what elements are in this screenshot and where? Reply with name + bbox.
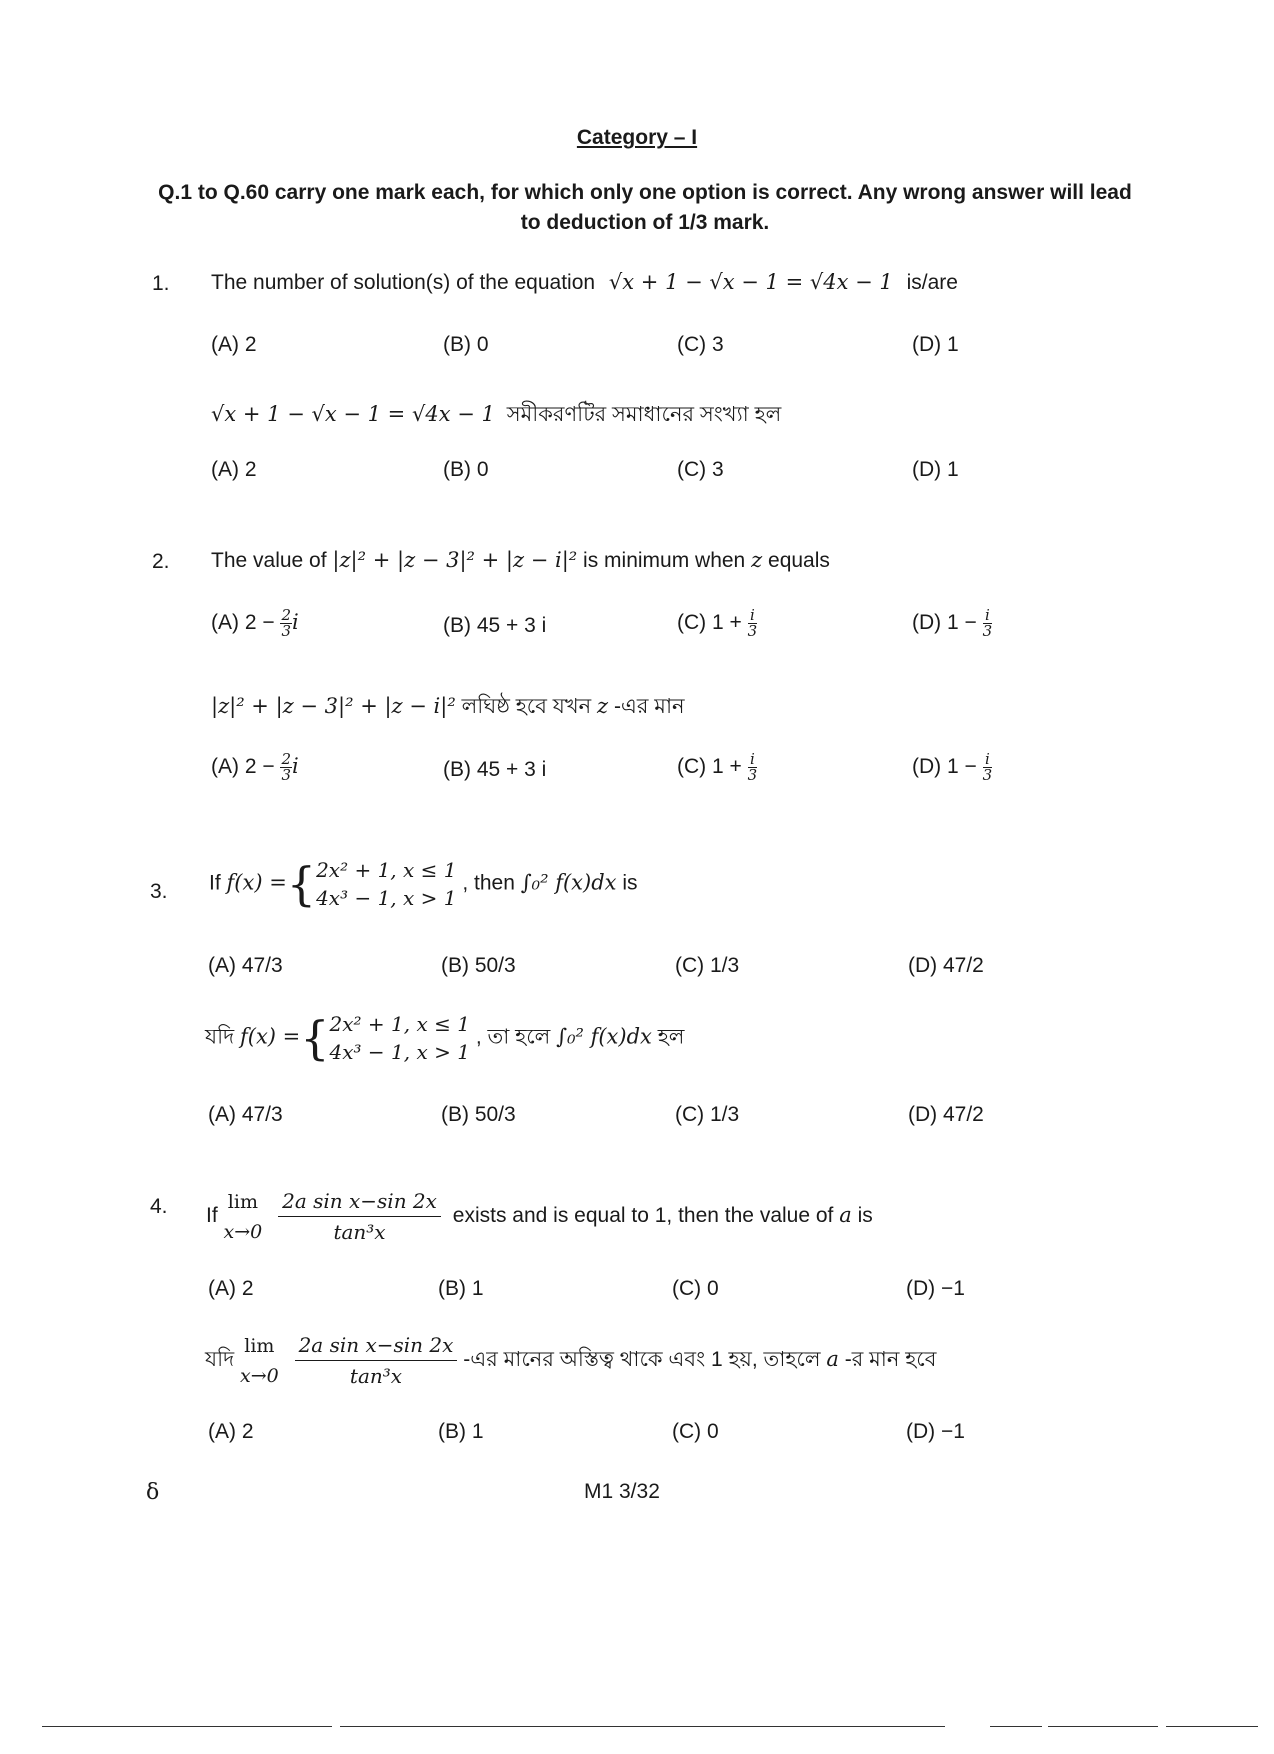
q4-en-option-a[interactable]: (A) 2 (208, 1277, 254, 1300)
q1-en-option-a[interactable]: (A) 2 (211, 333, 257, 356)
scan-rule (340, 1726, 945, 1727)
q2-bn-option-d[interactable]: (D) 1 − $\frac{i}{3}$ (912, 750, 993, 784)
q2-en-option-b[interactable]: (B) 45 + 3 i (443, 614, 547, 637)
question-3-integral: ∫₀² f(x)dx (520, 870, 617, 895)
question-2-number: 2. (152, 550, 170, 573)
q3-en-option-b[interactable]: (B) 50/3 (441, 954, 516, 977)
q1-en-option-c[interactable]: (C) 3 (677, 333, 724, 356)
page-number: M1 3/32 (584, 1480, 660, 1503)
q3-bn-option-a[interactable]: (A) 47/3 (208, 1103, 283, 1126)
q3-en-option-c[interactable]: (C) 1/3 (675, 954, 740, 977)
q2-en-option-d[interactable]: (D) 1 − $\frac{i}{3}$ (912, 606, 993, 640)
question-3-number: 3. (150, 880, 168, 903)
question-1-equation: √x + 1 − √x − 1 = √4x − 1 (608, 270, 893, 294)
question-1-number: 1. (152, 272, 170, 295)
q2-bn-option-b[interactable]: (B) 45 + 3 i (443, 758, 547, 781)
q2-bn-option-a[interactable]: (A) 2 − $\frac{2}{3}$ i (211, 750, 299, 784)
q1-bn-option-b[interactable]: (B) 0 (443, 458, 489, 481)
q3-en-option-a[interactable]: (A) 47/3 (208, 954, 283, 977)
q4-bn-option-d[interactable]: (D) −1 (906, 1420, 965, 1443)
question-4-number: 4. (150, 1195, 168, 1218)
q2-en-option-a[interactable]: (A) 2 − $\frac{2}{3}$ i (211, 606, 299, 640)
q4-bn-option-b[interactable]: (B) 1 (438, 1420, 484, 1443)
scan-rule (1166, 1726, 1258, 1727)
question-1-bengali: √x + 1 − √x − 1 = √4x − 1 সমীকরণটির সমাধানের সংখ্যা হল (211, 402, 782, 426)
q4-en-option-d[interactable]: (D) −1 (906, 1277, 965, 1300)
q1-en-option-b[interactable]: (B) 0 (443, 333, 489, 356)
question-4-english: If lim x→0 $\frac{\text{2a sin x−sin 2x}}{\text{tan³x}}$ exists and is equal to 1, then the value of a is (206, 1186, 873, 1247)
scan-rule (1048, 1726, 1158, 1727)
q3-bn-option-b[interactable]: (B) 50/3 (441, 1103, 516, 1126)
q1-en-option-d[interactable]: (D) 1 (912, 333, 959, 356)
q1-bn-option-d[interactable]: (D) 1 (912, 458, 959, 481)
scan-rule (42, 1726, 332, 1727)
category-heading: Category – I (576, 126, 698, 149)
instruction-text: Q.1 to Q.60 carry one mark each, for which only one option is correct. Any wrong answer will lead to deduction of 1/3 mark. (158, 181, 1132, 234)
q3-bn-option-d[interactable]: (D) 47/2 (908, 1103, 984, 1126)
q4-bn-option-a[interactable]: (A) 2 (208, 1420, 254, 1443)
question-2-english: The value of |z|² + |z − 3|² + |z − i|² is minimum when z equals (211, 548, 830, 572)
question-2-expression: |z|² + |z − 3|² + |z − i|² (332, 548, 578, 572)
q4-limit: lim x→0 (223, 1190, 263, 1243)
q3-bn-option-c[interactable]: (C) 1/3 (675, 1103, 740, 1126)
q1-bn-option-c[interactable]: (C) 3 (677, 458, 724, 481)
q2-en-option-c[interactable]: (C) 1 + $\frac{i}{3}$ (677, 606, 758, 640)
question-1-english: The number of solution(s) of the equation √x + 1 − √x − 1 = √4x − 1 is/are (211, 270, 958, 294)
q3-en-option-d[interactable]: (D) 47/2 (908, 954, 984, 977)
q2-bn-option-c[interactable]: (C) 1 + $\frac{i}{3}$ (677, 750, 758, 784)
question-4-bengali: যদি lim x→0 $\frac{\text{2a sin x−sin 2x}}{\text{tan³x}}$ -এর মানের অস্তিত্ব থাকে এবং 1 হয়, তাহলে a -র মান হবে (205, 1330, 936, 1391)
scan-rule (990, 1726, 1042, 1727)
q4-fraction: $\frac{\text{2a sin x−sin 2x}}{\text{tan³x}}$ (278, 1186, 441, 1247)
footer-mark: δ (146, 1480, 160, 1505)
question-3-bengali: যদি f(x) ={ 2x² + 1, x ≤ 1 4x³ − 1, x > 1 , তা হলে ∫₀² f(x)dx হল (205, 1011, 685, 1065)
question-3-english: If f(x) ={ 2x² + 1, x ≤ 1 4x³ − 1, x > 1 , then ∫₀² f(x)dx is (209, 857, 638, 911)
q4-en-option-c[interactable]: (C) 0 (672, 1277, 719, 1300)
q4-en-option-b[interactable]: (B) 1 (438, 1277, 484, 1300)
q1-bn-option-a[interactable]: (A) 2 (211, 458, 257, 481)
question-2-bengali: |z|² + |z − 3|² + |z − i|² লঘিষ্ঠ হবে যখন z -এর মান (211, 694, 685, 718)
q4-bn-option-c[interactable]: (C) 0 (672, 1420, 719, 1443)
